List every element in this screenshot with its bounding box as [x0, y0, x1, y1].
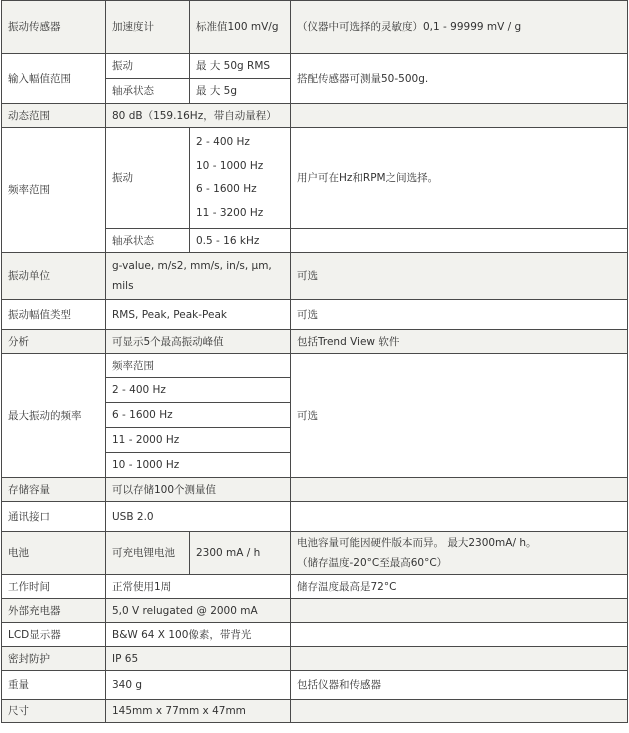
cell-value: 2300 mA / h — [190, 532, 291, 575]
row-label: 尺寸 — [2, 700, 106, 723]
cell-note — [291, 229, 628, 253]
table-row — [2, 502, 628, 532]
cell-value: 10 - 1000 Hz — [106, 453, 291, 478]
cell-value-list — [190, 128, 291, 229]
table-row — [2, 354, 628, 378]
freq-value: 2 - 400 Hz — [196, 136, 250, 148]
table-row — [2, 599, 628, 623]
row-label: 分析 — [2, 330, 106, 354]
table-row — [2, 128, 628, 229]
freq-value: 6 - 1600 Hz — [196, 183, 257, 195]
cell-value: 可显示5个最高振动峰值 — [106, 330, 291, 354]
cell-value: 145mm x 77mm x 47mm — [106, 700, 291, 723]
cell-note: 搭配传感器可测量50-500g. — [291, 54, 628, 104]
cell-value: 正常使用1周 — [106, 575, 291, 599]
cell-note: 包括Trend View 软件 — [291, 330, 628, 354]
battery-note-line: （储存温度-20°C至最高60°C） — [297, 557, 448, 569]
cell-note — [291, 532, 628, 575]
cell-note — [291, 623, 628, 647]
cell-value: 2 - 400 Hz — [106, 378, 291, 403]
cell-value: 频率范围 — [106, 354, 291, 378]
row-label: 重量 — [2, 671, 106, 700]
row-label: 动态范围 — [2, 104, 106, 128]
table-row — [2, 478, 628, 502]
cell-note: 包括仪器和传感器 — [291, 671, 628, 700]
row-label: 工作时间 — [2, 575, 106, 599]
cell-value: 340 g — [106, 671, 291, 700]
cell-value: g-value, m/s2, mm/s, in/s, μm, mils — [106, 253, 291, 300]
table-row — [2, 330, 628, 354]
cell-value: 6 - 1600 Hz — [106, 403, 291, 428]
row-label: 最大振动的频率 — [2, 354, 106, 478]
table-row — [2, 671, 628, 700]
cell-note — [291, 104, 628, 128]
cell-value: 可充电锂电池 — [106, 532, 190, 575]
cell-note — [291, 502, 628, 532]
cell-value: USB 2.0 — [106, 502, 291, 532]
cell-subitem: 振动 — [106, 54, 190, 79]
row-label: 振动传感器 — [2, 1, 106, 54]
table-row — [2, 575, 628, 599]
table-row — [2, 300, 628, 330]
cell-value: 0.5 - 16 kHz — [190, 229, 291, 253]
cell-note — [291, 647, 628, 671]
cell-note — [291, 478, 628, 502]
cell-note: 可选 — [291, 354, 628, 478]
table-row — [2, 623, 628, 647]
cell-value: 5,0 V relugated @ 2000 mA — [106, 599, 291, 623]
row-label: 存储容量 — [2, 478, 106, 502]
table-row — [2, 54, 628, 79]
row-label: 输入幅值范围 — [2, 54, 106, 104]
row-label: 通讯接口 — [2, 502, 106, 532]
table-row — [2, 700, 628, 723]
cell-note — [291, 700, 628, 723]
row-label: LCD显示器 — [2, 623, 106, 647]
row-label: 电池 — [2, 532, 106, 575]
cell-note: 用户可在Hz和RPM之间选择。 — [291, 128, 628, 229]
cell-value: 11 - 2000 Hz — [106, 428, 291, 453]
cell-value: 最 大 5g — [190, 79, 291, 104]
cell-value: RMS, Peak, Peak-Peak — [106, 300, 291, 330]
cell-value: 加速度计 — [106, 1, 190, 54]
cell-note — [291, 599, 628, 623]
cell-subitem: 振动 — [106, 128, 190, 229]
table-row — [2, 1, 628, 54]
row-label: 频率范围 — [2, 128, 106, 253]
cell-value: 标准值100 mV/g — [190, 1, 291, 54]
cell-note: （仪器中可选择的灵敏度）0,1 - 99999 mV / g — [291, 1, 628, 54]
table-row — [2, 104, 628, 128]
row-label: 振动幅值类型 — [2, 300, 106, 330]
cell-note: 可选 — [291, 253, 628, 300]
row-label: 密封防护 — [2, 647, 106, 671]
cell-value: 可以存储100个测量值 — [106, 478, 291, 502]
spec-table — [1, 0, 628, 723]
table-row — [2, 253, 628, 300]
cell-value: 最 大 50g RMS — [190, 54, 291, 79]
row-label: 振动单位 — [2, 253, 106, 300]
freq-value: 10 - 1000 Hz — [196, 159, 264, 172]
battery-note-line: 电池容量可能因硬件版本而异。 最大2300mA/ h。 — [297, 537, 537, 549]
cell-note: 储存温度最高是72°C — [291, 575, 628, 599]
cell-value: 80 dB（159.16Hz，带自动量程） — [106, 104, 291, 128]
cell-subitem: 轴承状态 — [106, 229, 190, 253]
cell-note: 可选 — [291, 300, 628, 330]
freq-value: 11 - 3200 Hz — [196, 206, 264, 219]
cell-subitem: 轴承状态 — [106, 79, 190, 104]
cell-value: IP 65 — [106, 647, 291, 671]
cell-value: B&W 64 X 100像素，带背光 — [106, 623, 291, 647]
table-row — [2, 532, 628, 575]
row-label: 外部充电器 — [2, 599, 106, 623]
table-row — [2, 647, 628, 671]
